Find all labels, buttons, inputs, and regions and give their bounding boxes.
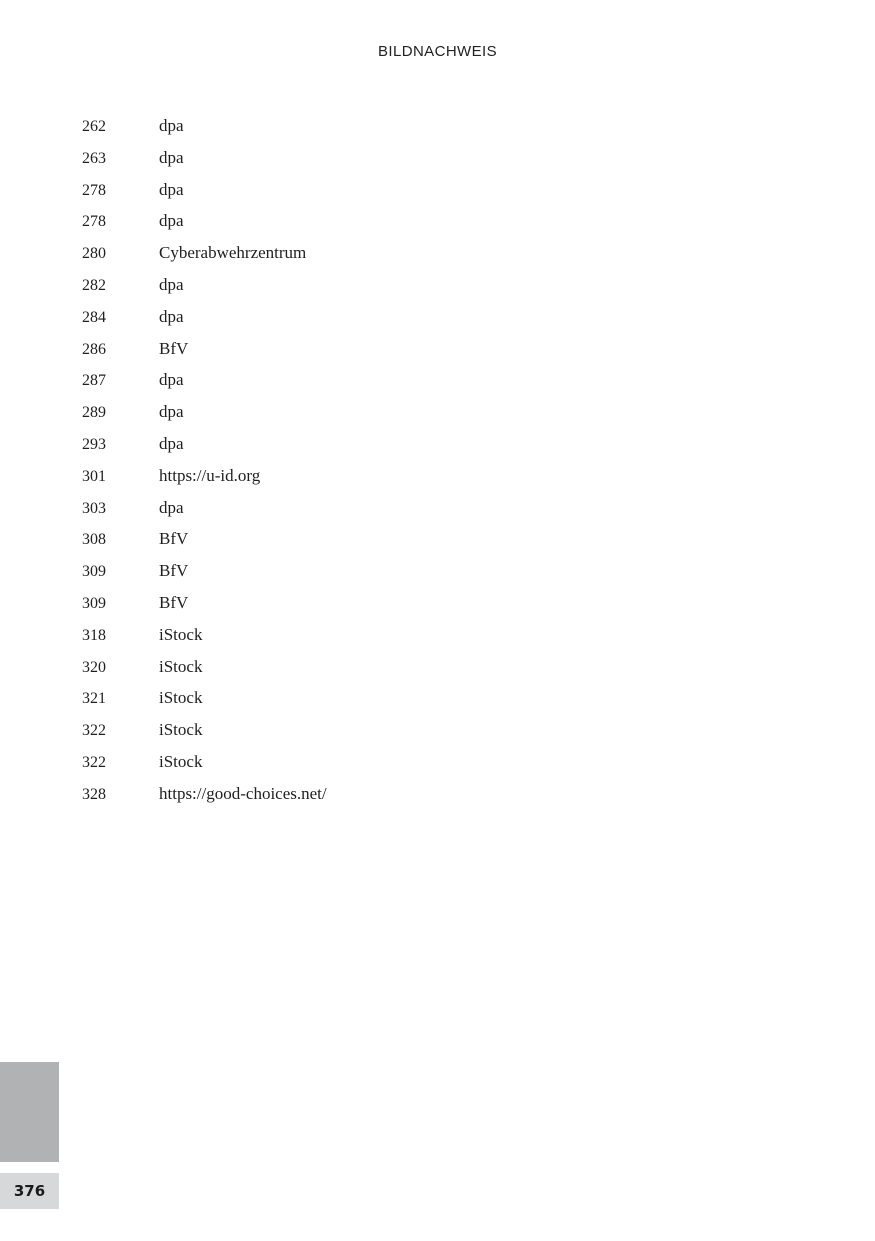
- credit-page-number: 303: [82, 499, 106, 517]
- thumb-index-tab: [0, 1062, 59, 1162]
- credit-row: [82, 205, 327, 237]
- picture-credits-list: [82, 110, 327, 810]
- credit-source: dpa: [159, 306, 184, 326]
- credit-page-number: 286: [82, 340, 106, 358]
- credit-source: Cyberabwehrzentrum: [159, 243, 307, 263]
- credit-page-number: 309: [82, 594, 106, 612]
- credit-row: [82, 174, 327, 206]
- credit-source: iStock: [159, 688, 203, 708]
- credit-source: dpa: [159, 274, 184, 294]
- credit-row: [82, 523, 327, 555]
- credit-page-number: 284: [82, 308, 106, 326]
- credit-source: https://good-choices.net/: [159, 783, 327, 803]
- credit-page-number: 278: [82, 213, 106, 231]
- credit-page-number: 280: [82, 245, 106, 263]
- credit-source: dpa: [159, 370, 184, 390]
- credit-page-number: 262: [82, 118, 106, 135]
- credit-page-number: 309: [82, 563, 106, 581]
- credit-source: BfV: [159, 338, 189, 358]
- credit-page-number: 282: [82, 276, 106, 294]
- credit-row: [82, 237, 327, 269]
- credit-row: [82, 778, 327, 810]
- credit-page-number: 320: [82, 658, 106, 676]
- credit-row: [82, 460, 327, 492]
- credit-source: dpa: [159, 179, 184, 199]
- credit-page-number: 287: [82, 372, 106, 390]
- credit-source: dpa: [159, 433, 184, 453]
- credit-row: [82, 301, 327, 333]
- credit-source: BfV: [159, 561, 189, 581]
- credit-page-number: 321: [82, 690, 106, 708]
- credit-page-number: 322: [82, 722, 106, 740]
- credit-page-number: 301: [82, 467, 106, 485]
- credit-page-number: 318: [82, 626, 106, 644]
- credit-row: [82, 682, 327, 714]
- credit-source: dpa: [159, 116, 184, 135]
- credit-page-number: 293: [82, 435, 106, 453]
- credit-row: [82, 619, 327, 651]
- running-head-title: BILDNACHWEIS: [378, 43, 497, 60]
- credit-row: [82, 428, 327, 460]
- credit-row: [82, 587, 327, 619]
- credit-row: [82, 110, 327, 142]
- credit-page-number: 278: [82, 181, 106, 199]
- credit-page-number: 308: [82, 531, 106, 549]
- page-number: 376: [13, 1182, 46, 1200]
- credit-row: [82, 714, 327, 746]
- credit-source: https://u-id.org: [159, 465, 261, 485]
- page-number-box: [0, 1173, 59, 1209]
- credit-source: iStock: [159, 751, 203, 771]
- credit-row: [82, 396, 327, 428]
- credit-row: [82, 333, 327, 365]
- credit-row: [82, 492, 327, 524]
- credit-row: [82, 555, 327, 587]
- credit-source: iStock: [159, 720, 203, 740]
- credit-source: dpa: [159, 402, 184, 422]
- credit-row: [82, 269, 327, 301]
- credit-source: BfV: [159, 529, 189, 549]
- credit-page-number: 263: [82, 149, 106, 167]
- credit-page-number: 289: [82, 404, 106, 422]
- credit-source: BfV: [159, 592, 189, 612]
- credit-page-number: 322: [82, 753, 106, 771]
- credit-source: dpa: [159, 497, 184, 517]
- credit-source: dpa: [159, 211, 184, 231]
- credit-row: [82, 651, 327, 683]
- credit-row: [82, 364, 327, 396]
- credit-row: [82, 142, 327, 174]
- credit-source: dpa: [159, 147, 184, 167]
- credit-page-number: 328: [82, 785, 106, 803]
- credit-row: [82, 746, 327, 778]
- credit-source: iStock: [159, 656, 203, 676]
- credit-source: iStock: [159, 624, 203, 644]
